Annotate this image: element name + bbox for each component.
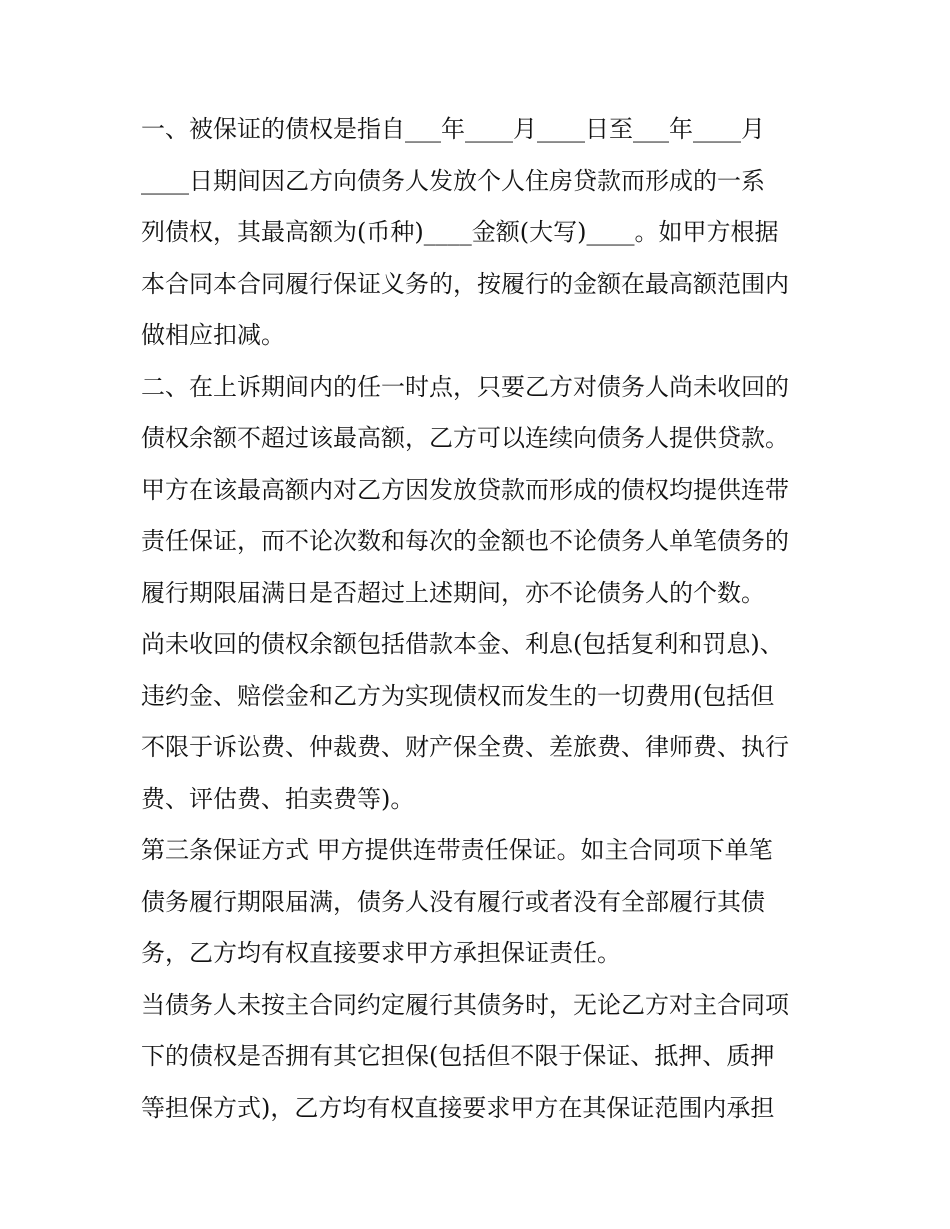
document-body (141, 104, 821, 1134)
text-line: ____日期间因乙方向债务人发放个人住房贷款而形成的一系 (141, 166, 765, 195)
text-line: 当债务人未按主合同约定履行其债务时，无论乙方对主合同项 (141, 990, 789, 1019)
text-line: 费、评估费、拍卖费等)。 (141, 784, 415, 813)
text-line: 甲方在该最高额内对乙方因发放贷款而形成的债权均提供连带 (141, 475, 789, 504)
text-line: 违约金、赔偿金和乙方为实现债权而发生的一切费用(包括但 (141, 681, 775, 710)
text-line: 履行期限届满日是否超过上述期间，亦不论债务人的个数。 (141, 578, 765, 607)
text-line: 做相应扣减。 (141, 321, 285, 349)
text-line: 本合同本合同履行保证义务的，按履行的金额在最高额范围内 (141, 269, 789, 298)
text-line: 等担保方式)，乙方均有权直接要求甲方在其保证范围内承担 (141, 1093, 775, 1122)
text-line: 尚未收回的债权余额包括借款本金、利息(包括复利和罚息)、 (141, 630, 784, 658)
text-line: 列债权，其最高额为(币种)____金额(大写)____。如甲方根据 (141, 218, 779, 246)
text-line: 二、在上诉期间内的任一时点，只要乙方对债务人尚未收回的 (141, 372, 789, 401)
text-line: 一、被保证的债权是指自___年____月____日至___年____月 (141, 115, 765, 143)
text-line: 不限于诉讼费、仲裁费、财产保全费、差旅费、律师费、执行 (141, 733, 789, 761)
text-line: 务，乙方均有权直接要求甲方承担保证责任。 (141, 939, 621, 967)
text-line: 债务履行期限届满，债务人没有履行或者没有全部履行其债 (141, 887, 765, 916)
text-line: 责任保证，而不论次数和每次的金额也不论债务人单笔债务的 (141, 527, 789, 555)
text-line: 债权余额不超过该最高额，乙方可以连续向债务人提供贷款。 (141, 424, 789, 452)
text-line: 第三条保证方式 甲方提供连带责任保证。如主合同项下单笔 (141, 836, 773, 864)
text-line: 下的债权是否拥有其它担保(包括但不限于保证、抵押、质押 (141, 1042, 775, 1070)
